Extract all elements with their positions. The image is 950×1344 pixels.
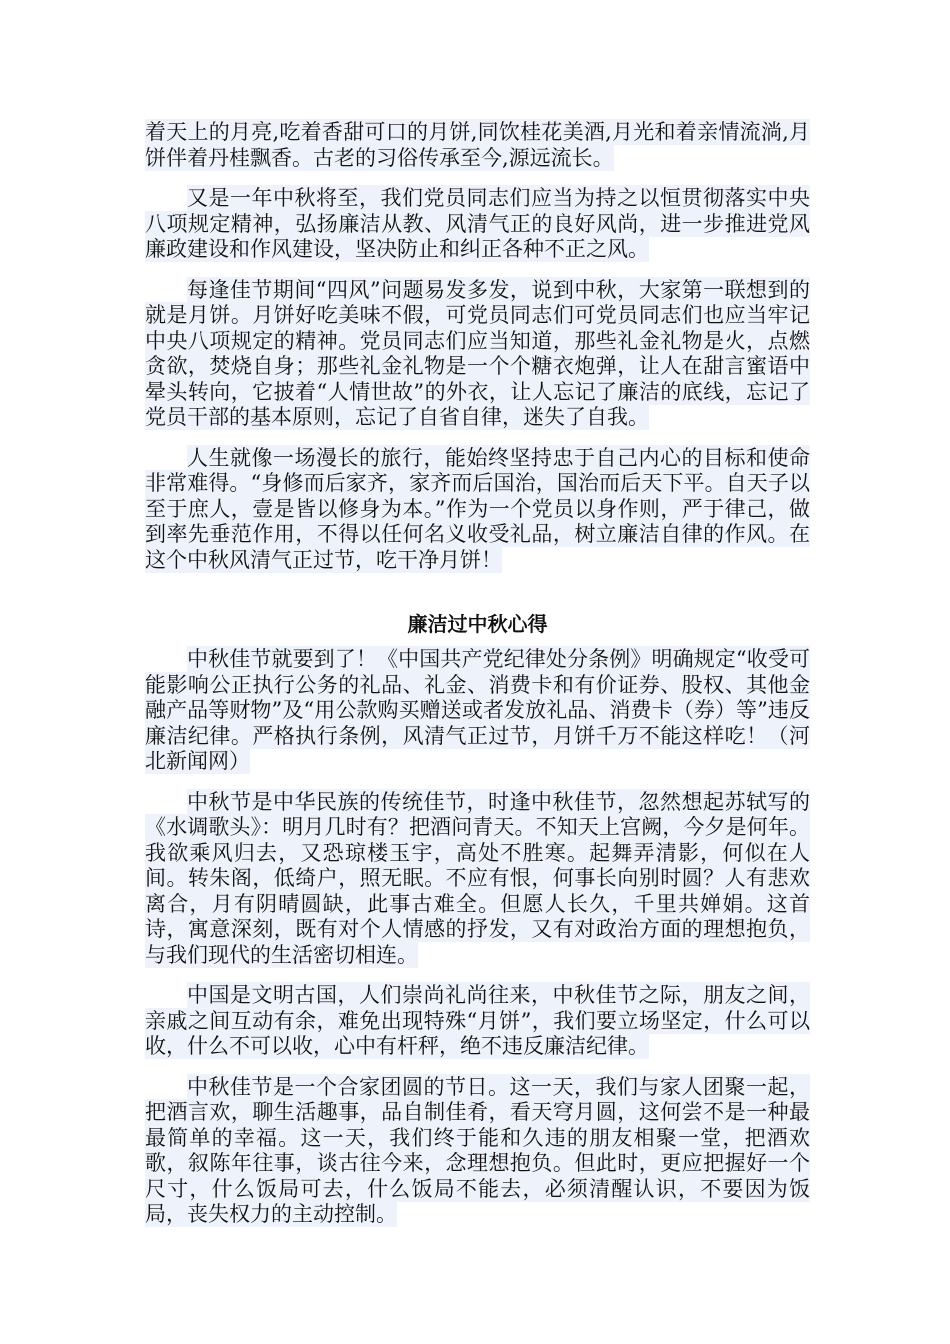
paragraph-text: 着天上的月亮,吃着香甜可口的月饼,同饮桂花美酒,月光和着亲情流淌,月饼伴着丹桂飘香。古老的习俗传承至今,源远流长。 [145,120,810,170]
paragraph-text: 中秋佳节是一个合家团圆的节日。这一天，我们与家人团聚一起，把酒言欢，聊生活趣事，品自制佳肴，看天穹月圆，这何尝不是一种最最简单的幸福。这一天，我们终于能和久违的朋友相聚一堂，把酒欢歌，叙陈年往事，谈古往今来，念理想抱负。但此时，更应把握好一个尺寸，什么饭局可去，什么饭局不能去，必须清醒认识，不要因为饭局，丧失权力的主动控制。 [145,1074,810,1226]
paragraph-four-winds [145,278,810,431]
paragraph-text: 每逢佳节期间“四风”问题易发多发，说到中秋，大家第一联想到的就是月饼。月饼好吃美味不假，可党员同志们可党员同志们也应当牢记中央八项规定的精神。党员同志们应当知道，那些礼金礼物是火，点燃贪欲，焚烧自身；那些礼金礼物是一个个糖衣炮弹，让人在甜言蜜语中晕头转向，它披着“人情世故”的外衣，让人忘记了廉洁的底线，忘记了党员干部的基本原则，忘记了自省自律，迷失了自我。 [145,277,810,429]
paragraph-life-journey [145,446,810,574]
paragraph-text: 中秋佳节就要到了！《中国共产党纪律处分条例》明确规定“收受可能影响公正执行公务的礼品、礼金、消费卡和有价证券、股权、其他金融产品等财物”及“用公款购买赠送或者发放礼品、消费卡（券）等”违反廉洁纪律。严格执行条例，风清气正过节，月饼千万不能这样吃！（河北新闻网） [145,647,810,773]
paragraph-text: 中国是文明古国，人们崇尚礼尚往来，中秋佳节之际，朋友之间，亲戚之间互动有余，难免出现特殊“月饼”，我们要立场坚定，什么可以收，什么不可以收，心中有杆秤，绝不违反廉洁纪律。 [145,983,810,1058]
document-body [145,120,810,1243]
paragraph-mid-autumn-approaching [145,186,810,263]
paragraph-moon-custom [145,120,810,171]
section-title: 廉洁过中秋心得 [407,612,548,636]
paragraph-courtesy-exchange [145,983,810,1060]
paragraph-su-shi-poem [145,790,810,969]
paragraph-text: 又是一年中秋将至，我们党员同志们应当为持之以恒贯彻落实中央八项规定精神，弘扬廉洁从教、风清气正的良好风尚，进一步推进党风廉政建设和作风建设，坚决防止和纠正各种不正之风。 [145,186,810,261]
paragraph-text: 人生就像一场漫长的旅行，能始终坚持忠于自己内心的目标和使命非常难得。“身修而后家齐，家齐而后国治，国治而后天下平。自天子以至于庶人，壹是皆以修身为本。”作为一个党员以身作则，严于律己，做到率先垂范作用，不得以任何名义收受礼品，树立廉洁自律的作风。在这个中秋风清气正过节，吃干净月饼！ [145,445,810,572]
paragraph-discipline-regulation [145,647,810,775]
paragraph-family-reunion [145,1075,810,1228]
paragraph-text: 中秋节是中华民族的传统佳节，时逢中秋佳节，忽然想起苏轼写的《水调歌头》：明月几时有？把酒问青天。不知天上宫阙，今夕是何年。我欲乘风归去，又恐琼楼玉宇，高处不胜寒。起舞弄清影，何似在人间。转朱阁，低绮户，照无眠。不应有恨，何事长向别时圆？人有悲欢离合，月有阴晴圆缺，此事古难全。但愿人长久，千里共婵娟。这首诗，寓意深刻，既有对个人情感的抒发，又有对政治方面的理想抱负，与我们现代的生活密切相连。 [145,789,810,967]
